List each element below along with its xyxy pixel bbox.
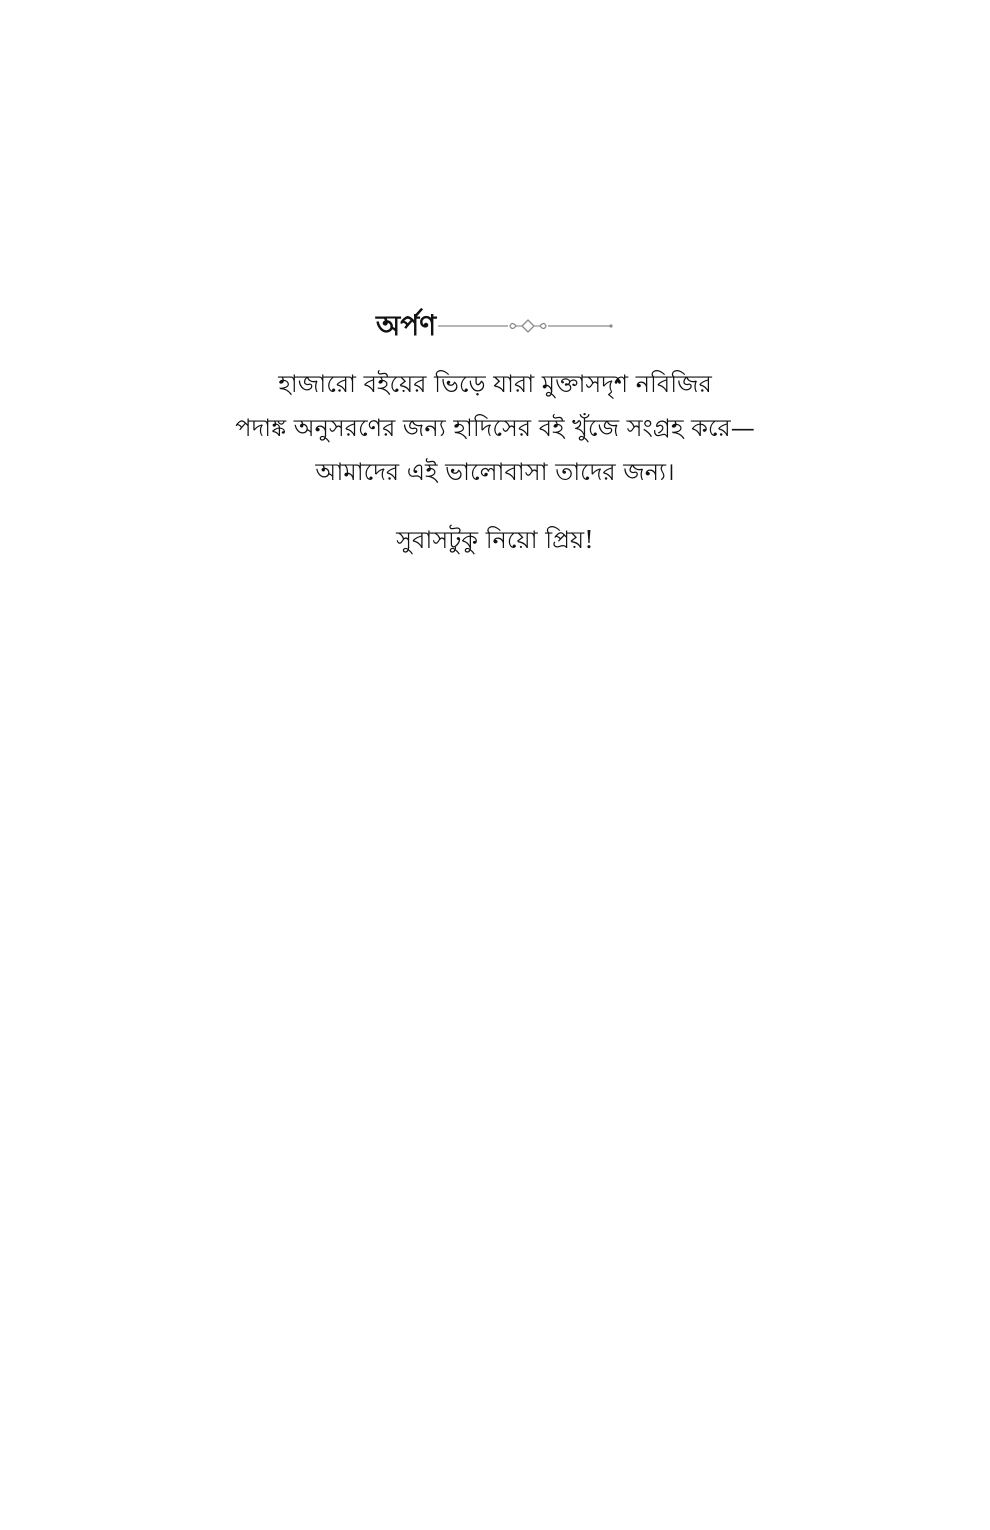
- divider-ornament-icon: [438, 316, 614, 336]
- dedication-line-3: আমাদের এই ভালোবাসা তাদের জন্য।: [315, 458, 675, 486]
- dedication-body: [0, 362, 990, 494]
- dedication-line-1: হাজারো বইয়ের ভিড়ে যারা মুক্তাসদৃশ নবিজির: [278, 370, 712, 398]
- dedication-line-2: পদাঙ্ক অনুসরণের জন্য হাদিসের বই খুঁজে সংগ্রহ করে—: [235, 414, 755, 442]
- heading-row: [376, 304, 614, 348]
- dedication-closing: সুবাসটুকু নিয়ো প্রিয়!: [396, 526, 594, 554]
- dedication-heading: অর্পণ: [376, 309, 437, 342]
